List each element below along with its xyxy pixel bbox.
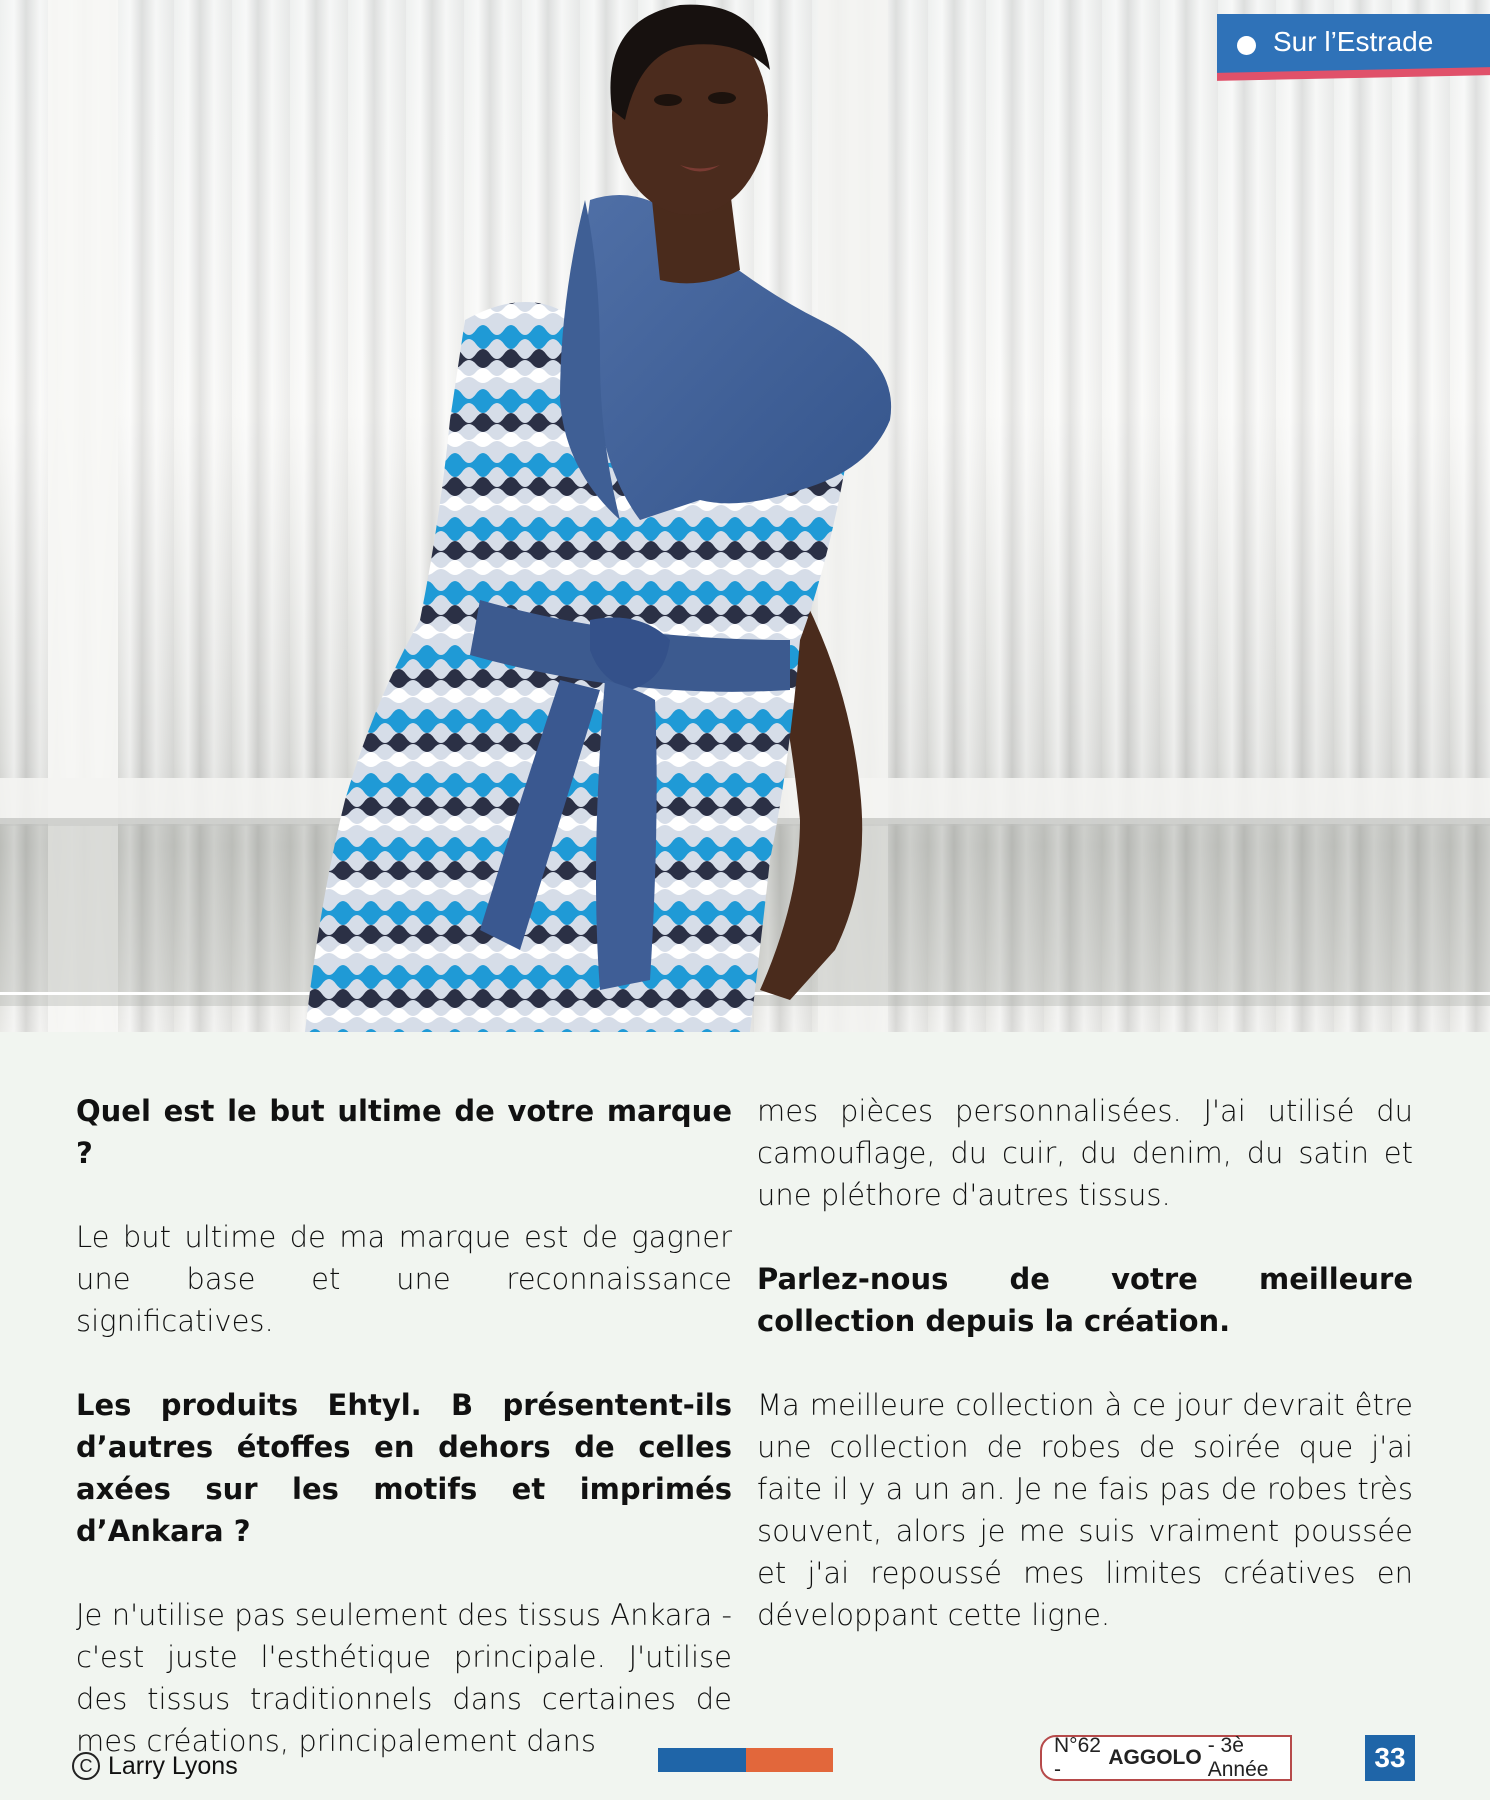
page-number: 33 bbox=[1365, 1735, 1415, 1781]
section-tag bbox=[1217, 14, 1490, 80]
article-column-left bbox=[76, 1090, 732, 1762]
photo-credit-name: Larry Lyons bbox=[108, 1751, 238, 1780]
article-column-right bbox=[757, 1090, 1413, 1636]
interview-question: Parlez-nous de votre meilleure collection depuis la création. bbox=[757, 1262, 1413, 1338]
interview-answer: Le but ultime de ma marque est de gagner une base et une reconnaissance significatives. bbox=[76, 1220, 732, 1338]
footer-color-stripe bbox=[658, 1748, 833, 1772]
interview-answer: Je n'utilise pas seulement des tissus Ankara - c'est juste l'esthétique principale. J'utilise des tissus traditionnels dans certaines de mes créations, principalement dans bbox=[76, 1598, 732, 1758]
bullet-dot-icon bbox=[1237, 36, 1256, 55]
interview-question: Quel est le but ultime de votre marque ? bbox=[76, 1094, 732, 1170]
issue-year: - 3è Année bbox=[1207, 1734, 1269, 1781]
copyright-icon: C bbox=[72, 1752, 100, 1780]
issue-number: N°62 - bbox=[1054, 1734, 1101, 1781]
interview-answer: mes pièces personnalisées. J'ai utilisé du camouflage, du cuir, du denim, du satin et une pléthore d'autres tissus. bbox=[757, 1094, 1413, 1212]
section-tag-label: Sur l’Estrade bbox=[1273, 26, 1434, 57]
interview-answer: Ma meilleure collection à ce jour devrait être une collection de robes de soirée que j'ai faite il y a un an. Je ne fais pas de robes très souvent, alors je me suis vraiment poussée et j'ai repoussé mes limites créatives en développant cette ligne. bbox=[757, 1388, 1413, 1632]
magazine-name: AGGOLO bbox=[1108, 1746, 1202, 1769]
footer-stripe-blue bbox=[658, 1748, 746, 1772]
photo-credit bbox=[72, 1748, 238, 1784]
issue-label bbox=[1040, 1735, 1292, 1781]
footer-stripe-orange bbox=[746, 1748, 833, 1772]
interview-question: Les produits Ehtyl. B présentent-ils d’autres étoffes en dehors de celles axées sur les motifs et imprimés d’Ankara ? bbox=[76, 1388, 732, 1548]
